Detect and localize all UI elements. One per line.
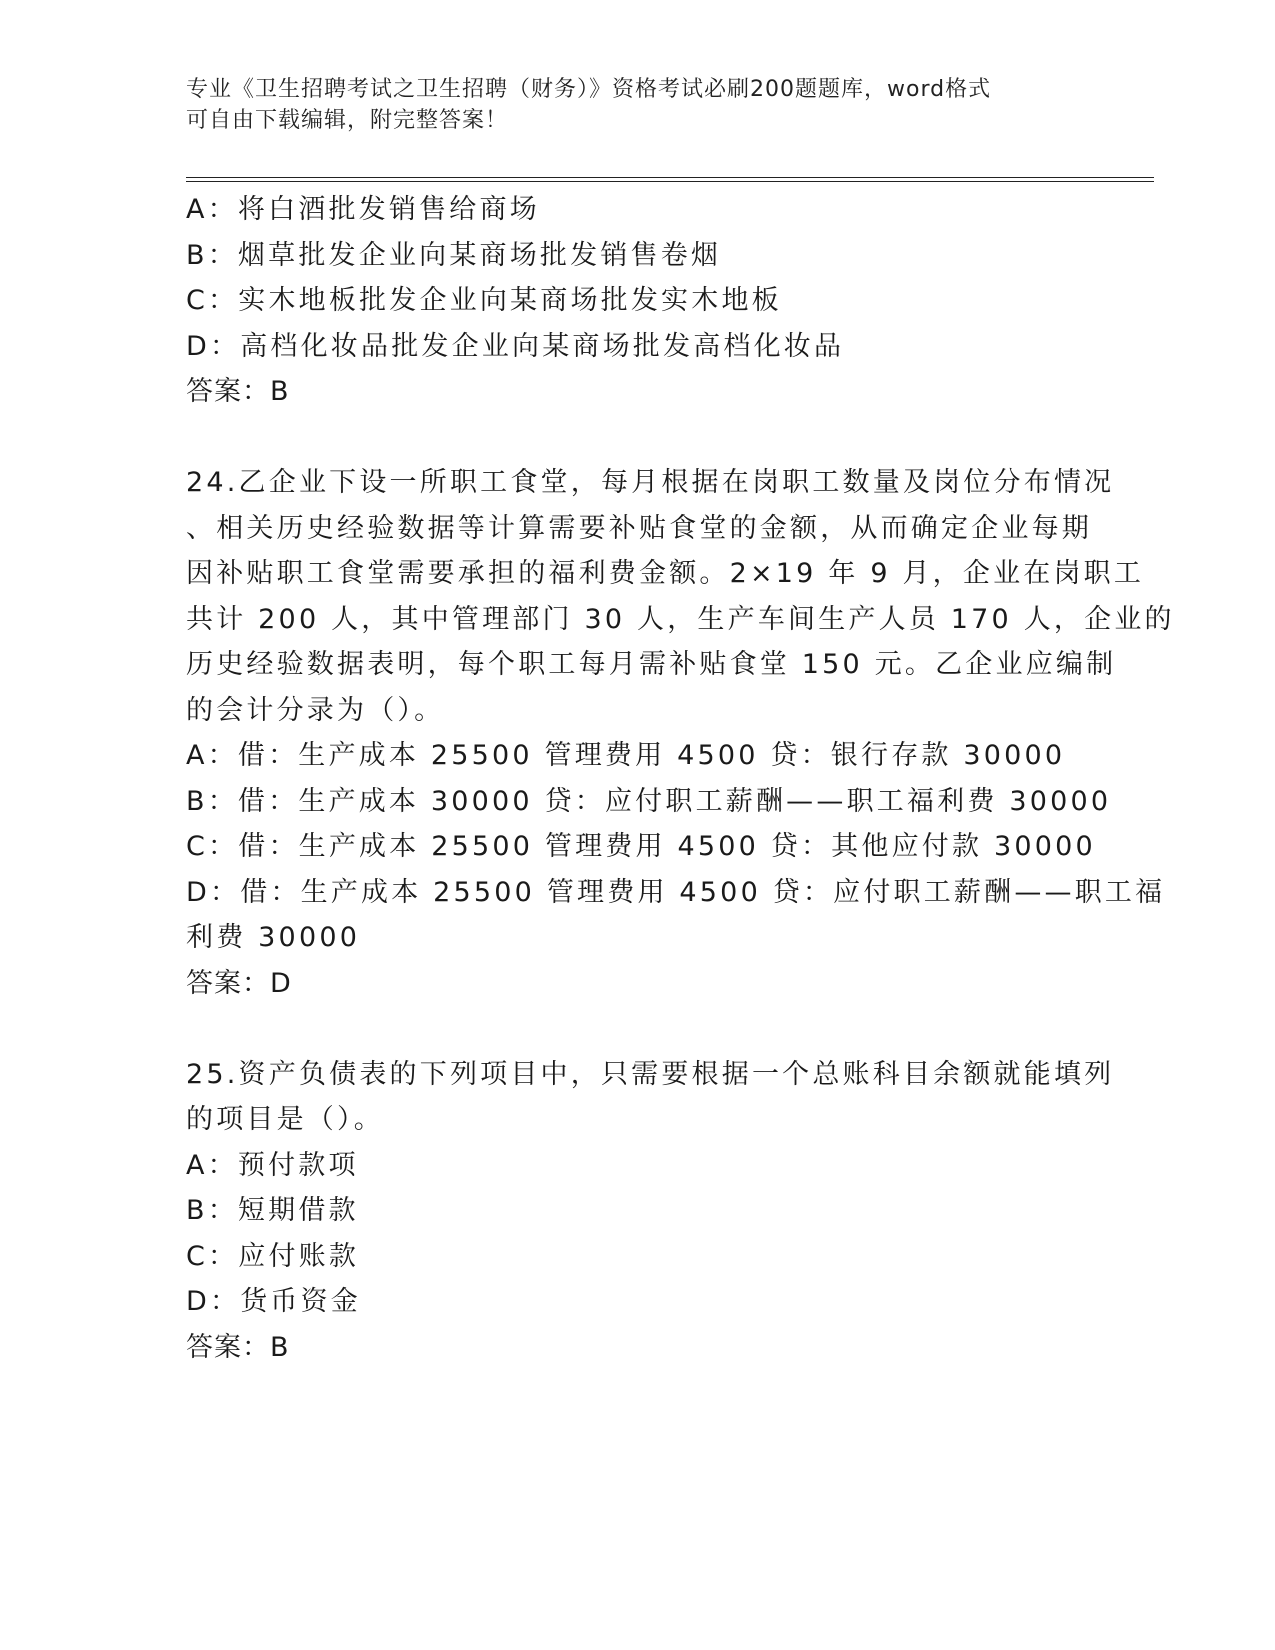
q23-option-a: A：将白酒批发销售给商场 [186,194,540,225]
q24-stem-line: 共计 200 人，其中管理部门 30 人，生产车间生产人员 170 人，企业的 [186,603,1175,635]
q23-answer: 答案：B [186,376,290,407]
header-divider-bottom [186,181,1154,182]
q25-stem-line: 25.资产负债表的下列项目中，只需要根据一个总账科目余额就能填列 [186,1058,1115,1090]
q24-stem-line: 24.乙企业下设一所职工食堂，每月根据在岗职工数量及岗位分布情况 [186,467,1115,498]
q25-answer: 答案：B [186,1331,290,1363]
q24-stem-line: 历史经验数据表明，每个职工每月需补贴食堂 150 元。乙企业应编制 [186,649,1117,680]
question-24 [186,460,1175,1006]
q24-option-d: D：借：生产成本 25500 管理费用 4500 贷：应付职工薪酬——职工福 [186,876,1166,908]
q25-option-b: B：短期借款 [186,1195,359,1226]
header-title-line-2: 可自由下载编辑，附完整答案！ [186,108,509,133]
q24-answer: 答案：D [186,967,292,999]
question-23 [186,187,1086,415]
q24-option-b: B：借：生产成本 30000 贷：应付职工薪酬——职工福利费 30000 [186,785,1112,817]
q24-stem-line: 、相关历史经验数据等计算需要补贴食堂的金额，从而确定企业每期 [186,512,1092,544]
spacer [186,415,1086,461]
q24-stem-line: 因补贴职工食堂需要承担的福利费金额。2×19 年 9 月，企业在岗职工 [186,558,1145,589]
q25-option-d: D：货币资金 [186,1286,361,1317]
document-header [186,74,1086,136]
q25-option-a: A：预付款项 [186,1149,359,1181]
q24-option-a: A：借：生产成本 25500 管理费用 4500 贷：银行存款 30000 [186,740,1066,771]
q24-option-d-continued: 利费 30000 [186,922,361,953]
q24-option-c: C：借：生产成本 25500 管理费用 4500 贷：其他应付款 30000 [186,831,1096,862]
header-title-line-1: 专业《卫生招聘考试之卫生招聘（财务）》资格考试必刷200题题库，word格式 [186,77,992,102]
q25-stem-line: 的项目是（）。 [186,1104,384,1135]
q25-option-c: C：应付账款 [186,1240,360,1272]
spacer [186,1006,1086,1052]
question-25 [186,1052,1115,1371]
q23-option-d: D：高档化妆品批发企业向某商场批发高档化妆品 [186,330,845,362]
q23-option-c: C：实木地板批发企业向某商场批发实木地板 [186,285,782,316]
header-divider-top [186,177,1154,178]
q23-option-b: B：烟草批发企业向某商场批发销售卷烟 [186,239,722,271]
question-list [186,187,1175,1370]
q24-stem-line: 的会计分录为（）。 [186,694,445,726]
